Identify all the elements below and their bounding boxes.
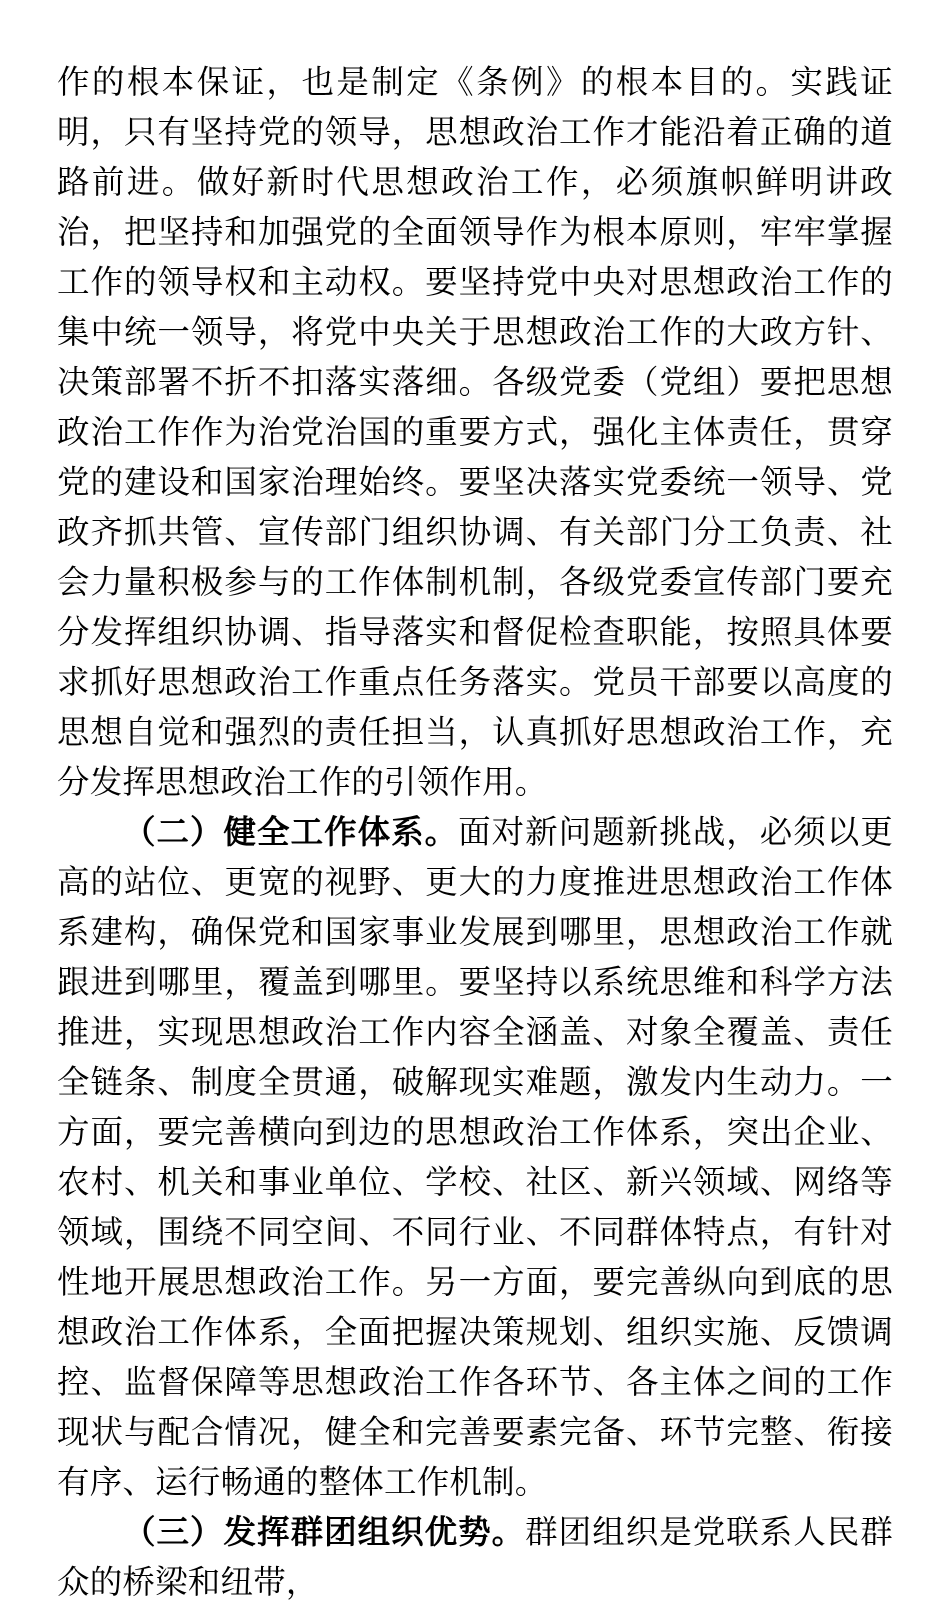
paragraph-text: 作的根本保证，也是制定《条例》的根本目的。实践证明，只有坚持党的领导，思想政治工作才能沿着正确的道路前进。做好新时代思想政治工作，必须旗帜鲜明讲政治，把坚持和加强党的全面领导作为根本原则，牢牢掌握工作的领导权和主动权。要坚持党中央对思想政治工作的集中统一领导，将党中央关于思想政治工作的大政方针、决策部署不折不扣落实落细。各级党委（党组）要把思想政治工作作为治党治国的重要方式，强化主体责任，贯穿党的建设和国家治理始终。要坚决落实党委统一领导、党政齐抓共管、宣传部门组织协调、有关部门分工负责、社会力量积极参与的工作体制机制，各级党委宣传部门要充分发挥组织协调、指导落实和督促检查职能，按照具体要求抓好思想政治工作重点任务落实。党员干部要以高度的思想自觉和强烈的责任担当，认真抓好思想政治工作，充分发挥思想政治工作的引领作用。 [57,64,893,800]
paragraph-section-2 [57,807,893,1507]
document-text-body [57,57,893,1607]
paragraph-text: 面对新问题新挑战，必须以更高的站位、更宽的视野、更大的力度推进思想政治工作体系建构，确保党和国家事业发展到哪里，思想政治工作就跟进到哪里，覆盖到哪里。要坚持以系统思维和科学方法推进，实现思想政治工作内容全涵盖、对象全覆盖、责任全链条、制度全贯通，破解现实难题，激发内生动力。一方面，要完善横向到边的思想政治工作体系，突出企业、农村、机关和事业单位、学校、社区、新兴领域、网络等领域，围绕不同空间、不同行业、不同群体特点，有针对性地开展思想政治工作。另一方面，要完善纵向到底的思想政治工作体系，全面把握决策规划、组织实施、反馈调控、监督保障等思想政治工作各环节、各主体之间的工作现状与配合情况，健全和完善要素完备、环节完整、衔接有序、运行畅通的整体工作机制。 [57,814,893,1500]
paragraph-text: 群团组织是党联系人民群众的桥梁和纽带， [57,1514,894,1600]
paragraph-continuation [57,57,893,807]
paragraph-section-3 [57,1507,893,1607]
section-heading-2: （二）健全工作体系。 [123,814,459,850]
section-heading-3: （三）发挥群团组织优势。 [123,1514,526,1550]
